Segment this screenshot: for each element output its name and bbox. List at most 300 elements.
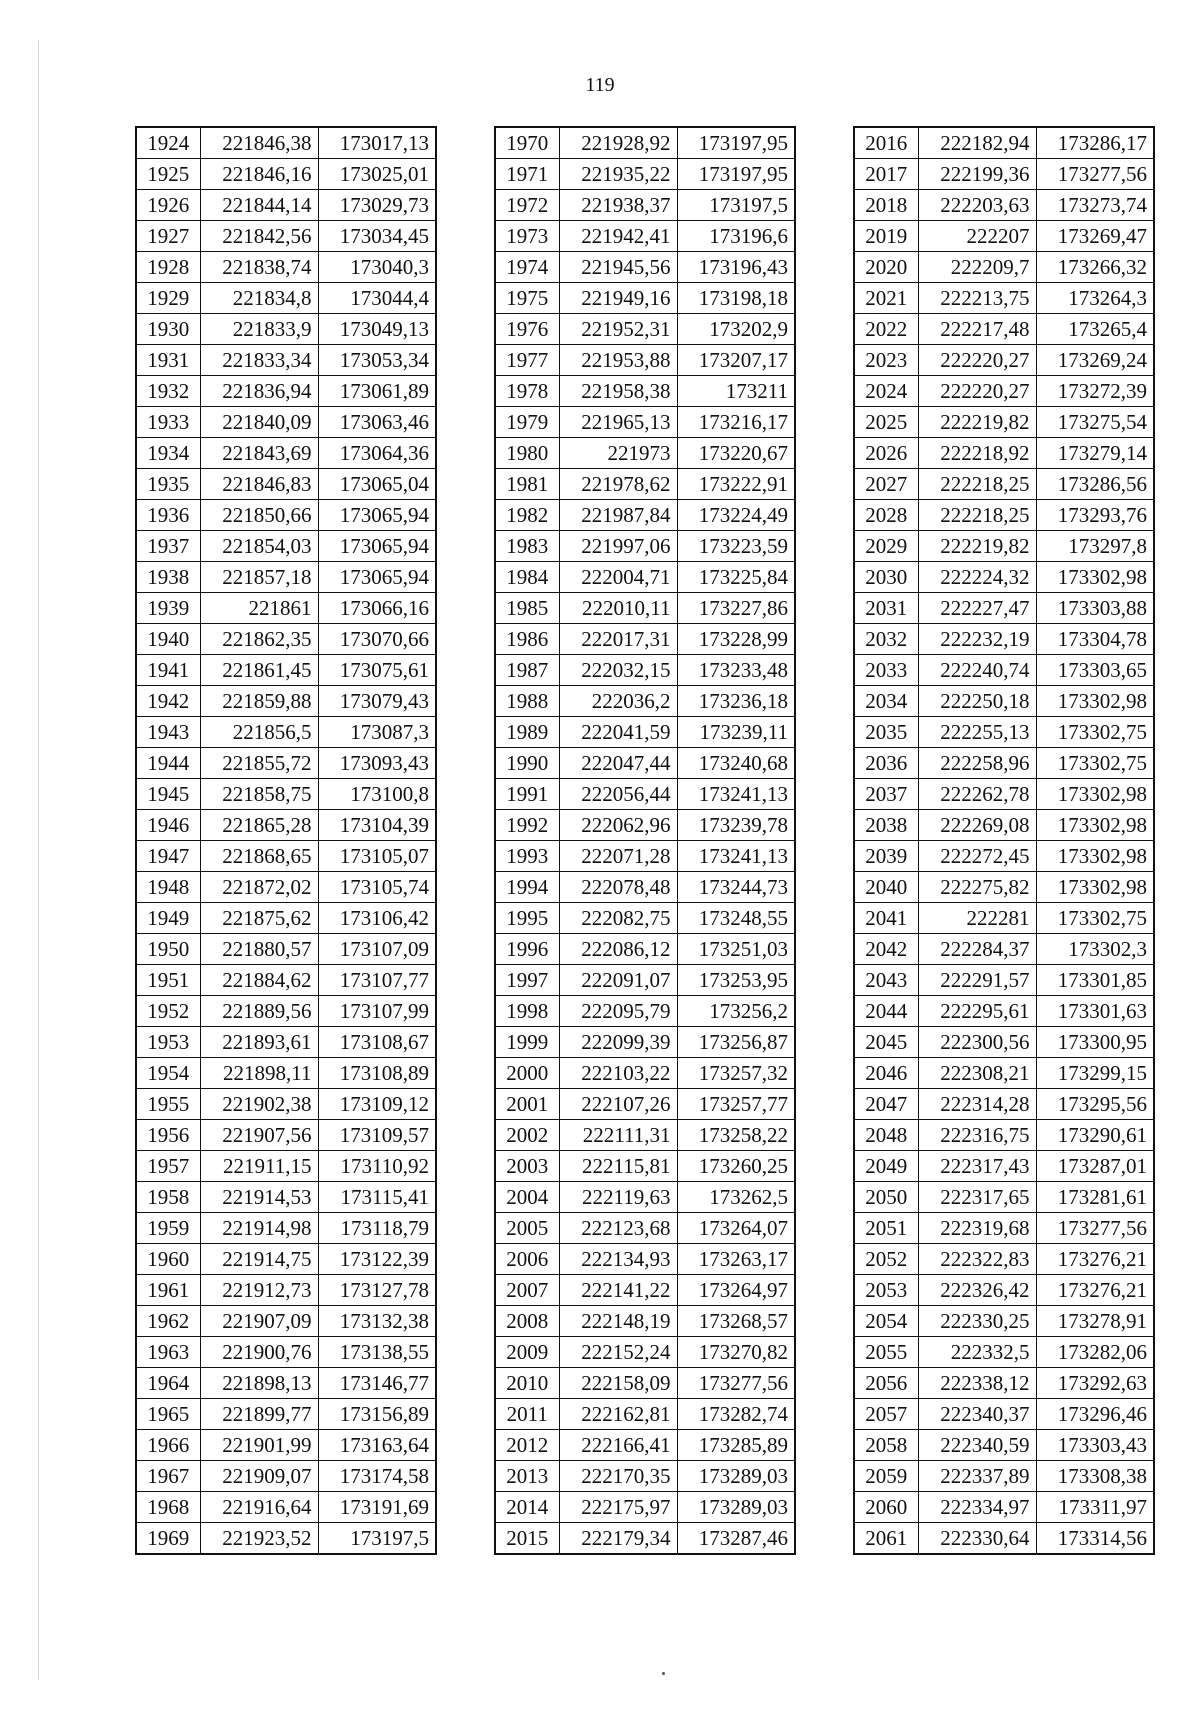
table-row: [854, 1337, 1154, 1368]
point-number-cell: 1993: [495, 841, 559, 872]
table-row: [854, 562, 1154, 593]
x-coordinate-cell: 221857,18: [200, 562, 318, 593]
x-coordinate-cell: 221855,72: [200, 748, 318, 779]
point-number-cell: 1943: [136, 717, 200, 748]
table-row: [495, 748, 795, 779]
y-coordinate-cell: 173282,06: [1036, 1337, 1154, 1368]
point-number-cell: 2052: [854, 1244, 918, 1275]
x-coordinate-cell: 221844,14: [200, 190, 318, 221]
point-number-cell: 2013: [495, 1461, 559, 1492]
point-number-cell: 2023: [854, 345, 918, 376]
x-coordinate-cell: 222182,94: [918, 127, 1036, 159]
x-coordinate-cell: 222262,78: [918, 779, 1036, 810]
point-number-cell: 1934: [136, 438, 200, 469]
table-row: [495, 1151, 795, 1182]
scan-margin-line: [38, 40, 39, 1680]
y-coordinate-cell: 173270,82: [677, 1337, 795, 1368]
x-coordinate-cell: 222017,31: [559, 624, 677, 655]
point-number-cell: 1990: [495, 748, 559, 779]
table-row: [495, 221, 795, 252]
point-number-cell: 1973: [495, 221, 559, 252]
x-coordinate-cell: 222255,13: [918, 717, 1036, 748]
table-row: [854, 438, 1154, 469]
y-coordinate-cell: 173197,5: [677, 190, 795, 221]
x-coordinate-cell: 222213,75: [918, 283, 1036, 314]
x-coordinate-cell: 221914,75: [200, 1244, 318, 1275]
x-coordinate-cell: 222091,07: [559, 965, 677, 996]
point-number-cell: 1942: [136, 686, 200, 717]
y-coordinate-cell: 173107,99: [318, 996, 436, 1027]
x-coordinate-cell: 222123,68: [559, 1213, 677, 1244]
point-number-cell: 1966: [136, 1430, 200, 1461]
table-row: [136, 1275, 436, 1306]
y-coordinate-cell: 173297,8: [1036, 531, 1154, 562]
x-coordinate-cell: 221952,31: [559, 314, 677, 345]
x-coordinate-cell: 221872,02: [200, 872, 318, 903]
point-number-cell: 1956: [136, 1120, 200, 1151]
x-coordinate-cell: 221850,66: [200, 500, 318, 531]
point-number-cell: 1980: [495, 438, 559, 469]
y-coordinate-cell: 173303,43: [1036, 1430, 1154, 1461]
y-coordinate-cell: 173108,89: [318, 1058, 436, 1089]
y-coordinate-cell: 173132,38: [318, 1306, 436, 1337]
table-row: [136, 934, 436, 965]
x-coordinate-cell: 221884,62: [200, 965, 318, 996]
table-row: [495, 593, 795, 624]
y-coordinate-cell: 173220,67: [677, 438, 795, 469]
point-number-cell: 1958: [136, 1182, 200, 1213]
x-coordinate-cell: 222086,12: [559, 934, 677, 965]
table-row: [136, 903, 436, 934]
x-coordinate-cell: 221899,77: [200, 1399, 318, 1430]
y-coordinate-cell: 173087,3: [318, 717, 436, 748]
y-coordinate-cell: 173127,78: [318, 1275, 436, 1306]
point-number-cell: 1939: [136, 593, 200, 624]
x-coordinate-cell: 221949,16: [559, 283, 677, 314]
y-coordinate-cell: 173296,46: [1036, 1399, 1154, 1430]
x-coordinate-cell: 222317,43: [918, 1151, 1036, 1182]
x-coordinate-cell: 222322,83: [918, 1244, 1036, 1275]
point-number-cell: 1978: [495, 376, 559, 407]
y-coordinate-cell: 173258,22: [677, 1120, 795, 1151]
y-coordinate-cell: 173266,32: [1036, 252, 1154, 283]
x-coordinate-cell: 221893,61: [200, 1027, 318, 1058]
y-coordinate-cell: 173302,75: [1036, 717, 1154, 748]
y-coordinate-cell: 173017,13: [318, 127, 436, 159]
x-coordinate-cell: 222224,32: [918, 562, 1036, 593]
point-number-cell: 1963: [136, 1337, 200, 1368]
y-coordinate-cell: 173292,63: [1036, 1368, 1154, 1399]
y-coordinate-cell: 173281,61: [1036, 1182, 1154, 1213]
table-row: [136, 779, 436, 810]
x-coordinate-cell: 222099,39: [559, 1027, 677, 1058]
table-row: [495, 841, 795, 872]
table-row: [136, 314, 436, 345]
y-coordinate-cell: 173065,94: [318, 562, 436, 593]
point-number-cell: 1967: [136, 1461, 200, 1492]
x-coordinate-cell: 222217,48: [918, 314, 1036, 345]
x-coordinate-cell: 222152,24: [559, 1337, 677, 1368]
table-row: [136, 748, 436, 779]
y-coordinate-cell: 173285,89: [677, 1430, 795, 1461]
table-row: [136, 221, 436, 252]
point-number-cell: 1936: [136, 500, 200, 531]
y-coordinate-cell: 173064,36: [318, 438, 436, 469]
point-number-cell: 2001: [495, 1089, 559, 1120]
y-coordinate-cell: 173065,94: [318, 531, 436, 562]
y-coordinate-cell: 173276,21: [1036, 1275, 1154, 1306]
x-coordinate-cell: 222340,59: [918, 1430, 1036, 1461]
table-row: [495, 314, 795, 345]
y-coordinate-cell: 173100,8: [318, 779, 436, 810]
coordinates-table-2: [494, 126, 796, 1555]
table-row: [495, 1430, 795, 1461]
table-row: [136, 1461, 436, 1492]
point-number-cell: 1971: [495, 159, 559, 190]
table-row: [136, 345, 436, 376]
y-coordinate-cell: 173156,89: [318, 1399, 436, 1430]
point-number-cell: 2047: [854, 1089, 918, 1120]
point-number-cell: 1927: [136, 221, 200, 252]
point-number-cell: 1955: [136, 1089, 200, 1120]
x-coordinate-cell: 222219,82: [918, 531, 1036, 562]
y-coordinate-cell: 173272,39: [1036, 376, 1154, 407]
table-row: [136, 1027, 436, 1058]
table-row: [854, 1058, 1154, 1089]
point-number-cell: 1950: [136, 934, 200, 965]
page-number: 119: [585, 74, 615, 96]
point-number-cell: 2049: [854, 1151, 918, 1182]
y-coordinate-cell: 173303,88: [1036, 593, 1154, 624]
x-coordinate-cell: 221914,98: [200, 1213, 318, 1244]
x-coordinate-cell: 222308,21: [918, 1058, 1036, 1089]
point-number-cell: 1933: [136, 407, 200, 438]
y-coordinate-cell: 173277,56: [1036, 159, 1154, 190]
table-row: [136, 1337, 436, 1368]
x-coordinate-cell: 222258,96: [918, 748, 1036, 779]
table-row: [136, 283, 436, 314]
x-coordinate-cell: 222166,41: [559, 1430, 677, 1461]
table-row: [136, 717, 436, 748]
y-coordinate-cell: 173146,77: [318, 1368, 436, 1399]
y-coordinate-cell: 173227,86: [677, 593, 795, 624]
y-coordinate-cell: 173174,58: [318, 1461, 436, 1492]
table-row: [136, 376, 436, 407]
x-coordinate-cell: 222158,09: [559, 1368, 677, 1399]
point-number-cell: 2008: [495, 1306, 559, 1337]
point-number-cell: 2007: [495, 1275, 559, 1306]
x-coordinate-cell: 222107,26: [559, 1089, 677, 1120]
table-row: [495, 531, 795, 562]
point-number-cell: 2034: [854, 686, 918, 717]
point-number-cell: 1954: [136, 1058, 200, 1089]
table-row: [136, 252, 436, 283]
x-coordinate-cell: 222340,37: [918, 1399, 1036, 1430]
point-number-cell: 2032: [854, 624, 918, 655]
point-number-cell: 2038: [854, 810, 918, 841]
table-row: [136, 593, 436, 624]
y-coordinate-cell: 173289,03: [677, 1492, 795, 1523]
y-coordinate-cell: 173107,77: [318, 965, 436, 996]
x-coordinate-cell: 222337,89: [918, 1461, 1036, 1492]
y-coordinate-cell: 173302,75: [1036, 903, 1154, 934]
x-coordinate-cell: 222141,22: [559, 1275, 677, 1306]
table-row: [854, 1461, 1154, 1492]
x-coordinate-cell: 222199,36: [918, 159, 1036, 190]
table-row: [854, 1368, 1154, 1399]
table-row: [495, 1027, 795, 1058]
x-coordinate-cell: 221880,57: [200, 934, 318, 965]
x-coordinate-cell: 222219,82: [918, 407, 1036, 438]
table-row: [854, 841, 1154, 872]
y-coordinate-cell: 173302,98: [1036, 841, 1154, 872]
x-coordinate-cell: 222004,71: [559, 562, 677, 593]
table-row: [495, 934, 795, 965]
y-coordinate-cell: 173248,55: [677, 903, 795, 934]
y-coordinate-cell: 173104,39: [318, 810, 436, 841]
x-coordinate-cell: 221953,88: [559, 345, 677, 376]
point-number-cell: 1979: [495, 407, 559, 438]
x-coordinate-cell: 222115,81: [559, 1151, 677, 1182]
table-row: [854, 1399, 1154, 1430]
x-coordinate-cell: 221861,45: [200, 655, 318, 686]
x-coordinate-cell: 222162,81: [559, 1399, 677, 1430]
y-coordinate-cell: 173286,56: [1036, 469, 1154, 500]
x-coordinate-cell: 221907,56: [200, 1120, 318, 1151]
y-coordinate-cell: 173302,98: [1036, 810, 1154, 841]
table-row: [136, 1430, 436, 1461]
x-coordinate-cell: 222220,27: [918, 376, 1036, 407]
point-number-cell: 1987: [495, 655, 559, 686]
table-row: [495, 686, 795, 717]
table-row: [136, 1058, 436, 1089]
x-coordinate-cell: 221900,76: [200, 1337, 318, 1368]
x-coordinate-cell: 222095,79: [559, 996, 677, 1027]
y-coordinate-cell: 173256,2: [677, 996, 795, 1027]
y-coordinate-cell: 173105,74: [318, 872, 436, 903]
table-row: [854, 593, 1154, 624]
y-coordinate-cell: 173222,91: [677, 469, 795, 500]
table-row: [495, 1244, 795, 1275]
y-coordinate-cell: 173301,85: [1036, 965, 1154, 996]
y-coordinate-cell: 173224,49: [677, 500, 795, 531]
table-row: [854, 965, 1154, 996]
table-row: [854, 717, 1154, 748]
point-number-cell: 1996: [495, 934, 559, 965]
point-number-cell: 2060: [854, 1492, 918, 1523]
y-coordinate-cell: 173264,97: [677, 1275, 795, 1306]
x-coordinate-cell: 222179,34: [559, 1523, 677, 1555]
x-coordinate-cell: 222207: [918, 221, 1036, 252]
y-coordinate-cell: 173197,95: [677, 159, 795, 190]
x-coordinate-cell: 222134,93: [559, 1244, 677, 1275]
y-coordinate-cell: 173289,03: [677, 1461, 795, 1492]
point-number-cell: 2051: [854, 1213, 918, 1244]
x-coordinate-cell: 222269,08: [918, 810, 1036, 841]
point-number-cell: 1983: [495, 531, 559, 562]
table-row: [495, 345, 795, 376]
table-row: [495, 500, 795, 531]
x-coordinate-cell: 221846,16: [200, 159, 318, 190]
table-row: [854, 1213, 1154, 1244]
table-row: [136, 1213, 436, 1244]
point-number-cell: 1957: [136, 1151, 200, 1182]
table-row: [136, 1523, 436, 1555]
x-coordinate-cell: 222317,65: [918, 1182, 1036, 1213]
table-row: [495, 562, 795, 593]
point-number-cell: 2014: [495, 1492, 559, 1523]
x-coordinate-cell: 221843,69: [200, 438, 318, 469]
x-coordinate-cell: 221898,13: [200, 1368, 318, 1399]
point-number-cell: 1975: [495, 283, 559, 314]
y-coordinate-cell: 173287,01: [1036, 1151, 1154, 1182]
point-number-cell: 2037: [854, 779, 918, 810]
x-coordinate-cell: 222148,19: [559, 1306, 677, 1337]
y-coordinate-cell: 173109,12: [318, 1089, 436, 1120]
y-coordinate-cell: 173264,07: [677, 1213, 795, 1244]
x-coordinate-cell: 221834,8: [200, 283, 318, 314]
point-number-cell: 1972: [495, 190, 559, 221]
table-row: [495, 376, 795, 407]
coordinates-table-3: [853, 126, 1155, 1555]
table-row: [495, 1213, 795, 1244]
y-coordinate-cell: 173286,17: [1036, 127, 1154, 159]
y-coordinate-cell: 173110,92: [318, 1151, 436, 1182]
x-coordinate-cell: 222010,11: [559, 593, 677, 624]
point-number-cell: 1998: [495, 996, 559, 1027]
y-coordinate-cell: 173211: [677, 376, 795, 407]
y-coordinate-cell: 173302,98: [1036, 872, 1154, 903]
point-number-cell: 2020: [854, 252, 918, 283]
x-coordinate-cell: 221854,03: [200, 531, 318, 562]
table-row: [854, 469, 1154, 500]
x-coordinate-cell: 222250,18: [918, 686, 1036, 717]
table-row: [136, 438, 436, 469]
point-number-cell: 1982: [495, 500, 559, 531]
table-row: [495, 1461, 795, 1492]
point-number-cell: 1947: [136, 841, 200, 872]
table-row: [136, 159, 436, 190]
table-row: [854, 748, 1154, 779]
point-number-cell: 2056: [854, 1368, 918, 1399]
point-number-cell: 1932: [136, 376, 200, 407]
table-row: [854, 1244, 1154, 1275]
table-row: [495, 252, 795, 283]
point-number-cell: 2040: [854, 872, 918, 903]
point-number-cell: 2010: [495, 1368, 559, 1399]
table-row: [495, 283, 795, 314]
point-number-cell: 1976: [495, 314, 559, 345]
point-number-cell: 1944: [136, 748, 200, 779]
x-coordinate-cell: 221909,07: [200, 1461, 318, 1492]
y-coordinate-cell: 173105,07: [318, 841, 436, 872]
point-number-cell: 2036: [854, 748, 918, 779]
x-coordinate-cell: 222332,5: [918, 1337, 1036, 1368]
x-coordinate-cell: 221865,28: [200, 810, 318, 841]
point-number-cell: 2044: [854, 996, 918, 1027]
point-number-cell: 2005: [495, 1213, 559, 1244]
x-coordinate-cell: 221942,41: [559, 221, 677, 252]
y-coordinate-cell: 173308,38: [1036, 1461, 1154, 1492]
x-coordinate-cell: 221833,34: [200, 345, 318, 376]
table-row: [854, 1151, 1154, 1182]
point-number-cell: 2026: [854, 438, 918, 469]
table-row: [854, 127, 1154, 159]
y-coordinate-cell: 173257,77: [677, 1089, 795, 1120]
table-row: [495, 1337, 795, 1368]
point-number-cell: 1926: [136, 190, 200, 221]
x-coordinate-cell: 222319,68: [918, 1213, 1036, 1244]
y-coordinate-cell: 173163,64: [318, 1430, 436, 1461]
x-coordinate-cell: 221935,22: [559, 159, 677, 190]
coordinates-table-1: [135, 126, 437, 1555]
point-number-cell: 1984: [495, 562, 559, 593]
table-row: [136, 810, 436, 841]
table-row: [854, 1275, 1154, 1306]
y-coordinate-cell: 173044,4: [318, 283, 436, 314]
y-coordinate-cell: 173260,25: [677, 1151, 795, 1182]
point-number-cell: 1999: [495, 1027, 559, 1058]
x-coordinate-cell: 222203,63: [918, 190, 1036, 221]
table-row: [854, 1089, 1154, 1120]
x-coordinate-cell: 222218,92: [918, 438, 1036, 469]
table-row: [854, 686, 1154, 717]
y-coordinate-cell: 173304,78: [1036, 624, 1154, 655]
y-coordinate-cell: 173122,39: [318, 1244, 436, 1275]
y-coordinate-cell: 173301,63: [1036, 996, 1154, 1027]
x-coordinate-cell: 222071,28: [559, 841, 677, 872]
y-coordinate-cell: 173065,94: [318, 500, 436, 531]
x-coordinate-cell: 222232,19: [918, 624, 1036, 655]
point-number-cell: 1995: [495, 903, 559, 934]
y-coordinate-cell: 173070,66: [318, 624, 436, 655]
y-coordinate-cell: 173287,46: [677, 1523, 795, 1555]
y-coordinate-cell: 173197,5: [318, 1523, 436, 1555]
x-coordinate-cell: 221836,94: [200, 376, 318, 407]
point-number-cell: 1991: [495, 779, 559, 810]
point-number-cell: 1962: [136, 1306, 200, 1337]
table-row: [495, 1120, 795, 1151]
point-number-cell: 2012: [495, 1430, 559, 1461]
x-coordinate-cell: 221912,73: [200, 1275, 318, 1306]
y-coordinate-cell: 173311,97: [1036, 1492, 1154, 1523]
y-coordinate-cell: 173202,9: [677, 314, 795, 345]
x-coordinate-cell: 221898,11: [200, 1058, 318, 1089]
table-row: [136, 531, 436, 562]
table-row: [495, 996, 795, 1027]
y-coordinate-cell: 173302,75: [1036, 748, 1154, 779]
point-number-cell: 2018: [854, 190, 918, 221]
x-coordinate-cell: 221958,38: [559, 376, 677, 407]
y-coordinate-cell: 173302,98: [1036, 562, 1154, 593]
table-row: [495, 965, 795, 996]
point-number-cell: 2046: [854, 1058, 918, 1089]
x-coordinate-cell: 222209,7: [918, 252, 1036, 283]
y-coordinate-cell: 173225,84: [677, 562, 795, 593]
table-row: [136, 469, 436, 500]
table-row: [854, 283, 1154, 314]
point-number-cell: 1952: [136, 996, 200, 1027]
table-row: [854, 159, 1154, 190]
x-coordinate-cell: 221889,56: [200, 996, 318, 1027]
x-coordinate-cell: 221928,92: [559, 127, 677, 159]
x-coordinate-cell: 221859,88: [200, 686, 318, 717]
table-row: [495, 1399, 795, 1430]
point-number-cell: 1964: [136, 1368, 200, 1399]
x-coordinate-cell: 221923,52: [200, 1523, 318, 1555]
y-coordinate-cell: 173198,18: [677, 283, 795, 314]
point-number-cell: 2045: [854, 1027, 918, 1058]
